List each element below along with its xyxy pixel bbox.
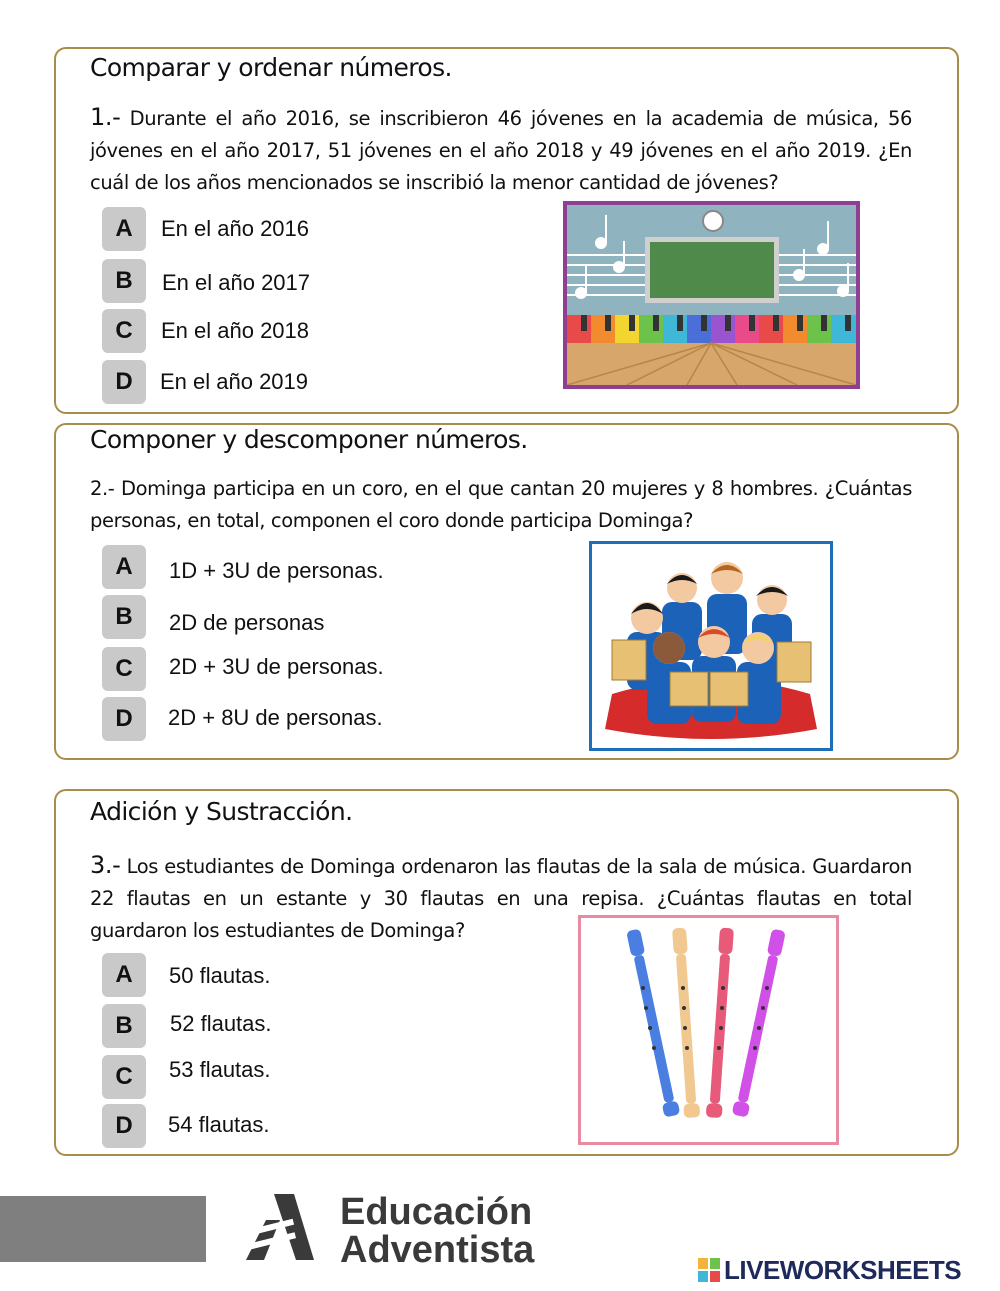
option-d-button[interactable]: D <box>102 360 146 404</box>
option-b-button[interactable]: B <box>102 259 146 303</box>
liveworksheets-watermark: LIVEWORKSHEETS <box>724 1255 962 1285</box>
option-c-text: 53 flautas. <box>169 1057 271 1082</box>
question-text <box>90 473 912 537</box>
adventist-logo-icon <box>244 1194 314 1260</box>
option-b-text: 2D de personas <box>169 610 325 635</box>
section-title: Componer y descomponer números. <box>90 425 528 454</box>
option-c-button[interactable]: C <box>102 647 146 691</box>
question-number: 1.- <box>90 103 121 131</box>
section-card-compose <box>54 423 959 760</box>
option-c-text: En el año 2018 <box>161 318 310 343</box>
option-d-text: 2D + 8U de personas. <box>168 705 383 730</box>
option-c-button[interactable]: C <box>102 309 146 353</box>
option-a-text: 50 flautas. <box>169 963 271 988</box>
option-a-button[interactable]: A <box>102 953 146 997</box>
option-d-text: 54 flautas. <box>168 1112 270 1137</box>
option-b-text: En el año 2017 <box>162 270 311 295</box>
question-body: Durante el año 2016, se inscribieron 46 jóvenes en la academia de música, 56 jóvenes en el año 2017, 51 jóvenes en el año 2018 y 49 jóvenes en el año 2019. ¿En cuál de los años mencionados se inscribió la menor cantidad de jóvenes? <box>90 107 912 194</box>
option-b-button[interactable]: B <box>102 595 146 639</box>
music-classroom-image <box>563 201 860 389</box>
question-number: 2.- <box>90 477 115 500</box>
option-d-button[interactable]: D <box>102 697 146 741</box>
footer-bar <box>0 1196 206 1262</box>
option-c-button[interactable]: C <box>102 1055 146 1099</box>
logo-line-1: Educación <box>340 1191 533 1233</box>
question-number: 3.- <box>90 851 121 879</box>
section-title: Adición y Sustracción. <box>90 797 353 826</box>
section-title: Comparar y ordenar números. <box>90 53 452 82</box>
flutes-image <box>578 915 839 1145</box>
option-a-text: 1D + 3U de personas. <box>169 558 384 583</box>
option-a-text: En el año 2016 <box>161 216 310 241</box>
section-card-compare <box>54 47 959 414</box>
section-card-addition <box>54 789 959 1156</box>
option-b-button[interactable]: B <box>102 1004 146 1048</box>
option-d-button[interactable]: D <box>102 1104 146 1148</box>
choir-image <box>589 541 833 751</box>
question-body: Los estudiantes de Dominga ordenaron las flautas de la sala de música. Guardaron 22 flautas en un estante y 30 flautas en una repisa. ¿Cuántas flautas en total guardaron los estudiantes de Dominga? <box>90 855 912 942</box>
option-a-button[interactable]: A <box>102 207 146 251</box>
option-d-text: En el año 2019 <box>160 369 309 394</box>
question-text <box>90 101 912 199</box>
option-b-text: 52 flautas. <box>170 1011 272 1036</box>
question-body: Dominga participa en un coro, en el que cantan 20 mujeres y 8 hombres. ¿Cuántas personas, en total, componen el coro donde participa Dominga? <box>90 477 912 532</box>
option-a-button[interactable]: A <box>102 545 146 589</box>
logo-line-2: Adventista <box>340 1229 535 1271</box>
liveworksheets-icon <box>698 1258 720 1282</box>
option-c-text: 2D + 3U de personas. <box>169 654 384 679</box>
